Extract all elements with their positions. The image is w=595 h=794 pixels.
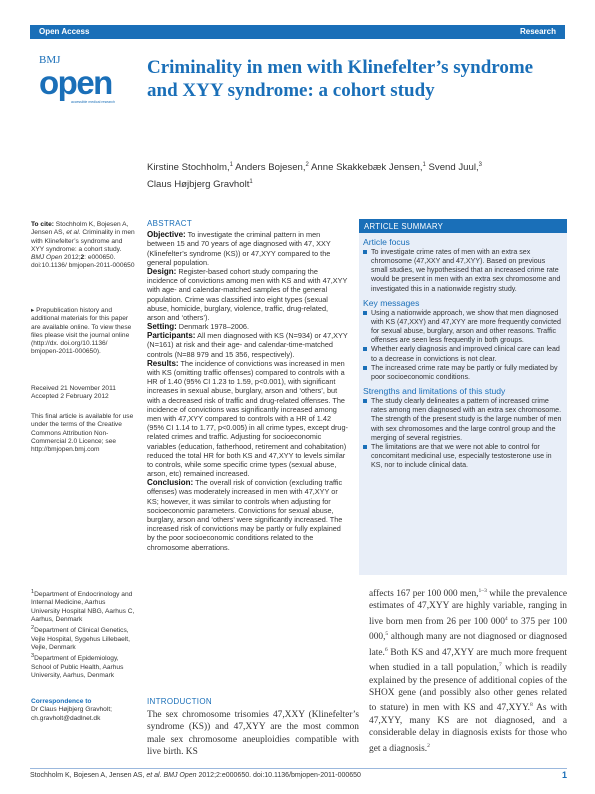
author-name: Kirstine Stochholm,	[147, 162, 230, 174]
body-text-column	[369, 585, 567, 755]
body-text: Both KS and 47,XYY are much more frequent when studied in a tall population,	[369, 647, 567, 674]
correspondence-heading: Correspondence to	[31, 698, 92, 705]
article-focus-heading: Article focus	[363, 237, 410, 247]
body-text: although many are not diagnosed or diagnosed late.	[369, 632, 567, 658]
cite-journal: BMJ Open	[31, 254, 63, 262]
reference-number: 6	[384, 646, 388, 653]
license-note: This final article is available for use under the terms of the Creative Commons Attribution Non-Commercial 2.0 Licence; see http://bmjopen.bmj.com	[31, 413, 134, 454]
reference-number: 4	[504, 615, 508, 622]
article-summary-box	[359, 219, 567, 575]
affiliation-number: 1	[31, 589, 35, 595]
citation-block	[31, 221, 135, 271]
footer-journal: . BMJ Open	[159, 772, 197, 779]
setting-label: Setting:	[147, 322, 177, 332]
cite-label: To cite:	[31, 221, 54, 228]
affiliation-number: 3	[31, 653, 35, 660]
cite-doi: : e000650. doi:10.1136/ bmjopen-2011-000650	[31, 254, 135, 270]
footer-authors: Stochholm K, Bojesen A, Jensen AS,	[30, 772, 147, 779]
author-name: Svend Juul,	[428, 162, 479, 174]
strengths-list	[363, 397, 563, 470]
cite-text: Criminality in men with Klinefelter’s syndrome and XYY syndrome: a cohort study.	[31, 229, 135, 253]
body-text: to 375 per 100 000,	[369, 616, 568, 643]
author-affiliation: 1	[422, 162, 426, 168]
cite-volume: 2	[80, 254, 85, 262]
bmj-open-logo	[39, 54, 139, 112]
page-number: 1	[561, 770, 567, 780]
author-name: Claus Højbjerg Gravholt	[147, 179, 250, 191]
affiliations-block	[31, 588, 135, 681]
correspondence-text: Dr Claus Højbjerg Gravholt; ch.gravholt@dadlnet.dk	[31, 706, 112, 722]
key-messages-list	[363, 309, 563, 382]
results-label: Results:	[147, 358, 179, 368]
received-date: Received 21 November 2011	[31, 385, 116, 392]
affiliation-text: Department of Clinical Genetics, Vejle Hospital, Sygehus Lillebaelt, Vejle, Denmark	[31, 627, 130, 652]
list-item: The increased crime rate may be partly or fully mediated by poor socioeconomic conditions.	[363, 364, 563, 382]
affiliation	[31, 652, 135, 680]
conclusion-text: The overall risk of conviction (excluding traffic offenses) was moderately increased in men with 47,XYY or KS; however, it was similar to controls when adjusting for socioeconomic parameters. Convictions for sexual abuse, burglary, arson and ‘others’ were significantly increased. The increased risk of convictions may be partly or fully explained by the poor socioeconomic conditions related to the chromosome aberrations.	[147, 478, 343, 552]
cite-text: Stochholm K, Bojesen A, Jensen AS,	[31, 221, 129, 237]
reference-number: 1–3	[478, 588, 487, 594]
participants-text: All men diagnosed with KS (N=934) or 47,XYY (N=161) at risk and their age- and calendar-time-matched controls (N=88 979 and 15 356, respectively).	[147, 331, 348, 359]
cite-text: 2012;	[62, 254, 81, 262]
logo-open-text: open	[39, 64, 112, 101]
conclusion-label: Conclusion:	[147, 478, 194, 488]
author-list	[147, 158, 567, 192]
list-item: Using a nationwide approach, we show that men diagnosed with KS (47,XXY) and 47,XYY are more frequently convicted for sexual abuse, burglary, arson and other reasons. Traffic offenses are seen less frequently in both groups.	[363, 309, 563, 346]
reference-number: 2	[427, 742, 430, 749]
abstract-heading: ABSTRACT	[147, 219, 193, 228]
participants-label: Participants:	[147, 331, 196, 341]
reference-number: 5	[385, 631, 389, 638]
design-text: Register-based cohort study comparing the incidence of convictions among men with KS and with 47,XYY with age- and calendar-matched samples of the general population. Crime was classified into eight types (sexual abuse, homicide, burglary, violence, traffic, drug-related, arson and ‘others’).	[147, 266, 348, 322]
cite-etal: et al.	[66, 229, 81, 237]
design-label: Design:	[147, 266, 177, 276]
affiliation	[31, 624, 135, 652]
article-summary-header: ARTICLE SUMMARY	[359, 219, 567, 233]
footer-citation: 2012;2:e000650. doi:10.1136/bmjopen-2011-000650	[196, 772, 361, 779]
strengths-heading: Strengths and limitations of this study	[363, 386, 506, 397]
author-name: Anne Skakkebæk Jensen,	[311, 162, 423, 174]
list-item: To investigate crime rates of men with an extra sex chromosome (47,XXY and 47,XYY). Based on previous small studies, we hypothesised that an increased crime rate would be present in men with an extra sex chromosome and investigated this in a nationwide registry study.	[363, 248, 563, 294]
article-type-label: Research	[519, 27, 556, 36]
logo-tagline: accessible medical research	[71, 100, 115, 104]
prepublication-note: ▸ Prepublication history and additional materials for this paper are available online. To view these files please visit the journal online (http://dx. doi.org/10.1136/ bmjopen-2011-000650).	[31, 307, 132, 356]
logo-bmj-text: BMJ	[39, 54, 61, 66]
author-name: Anders Bojesen,	[235, 162, 306, 174]
introduction-text: The sex chromosome trisomies 47,XXY (Klinefelter’s syndrome (KS)) and 47,XYY are the most common male sex chromosome aneuploidies compatible with live birth. KS	[147, 710, 359, 758]
correspondence-block	[31, 698, 135, 723]
objective-text: To investigate the criminal pattern in men between 15 and 70 years of age diagnosed with 47, XXY (Klinefelter’s syndrome (KS)) or 47,XYY compared to the general population.	[147, 230, 331, 267]
affiliation-text: Department of Epidemiology, School of Public Health, Aarhus University, Aarhus, Denmark	[31, 655, 124, 680]
affiliation	[31, 588, 135, 624]
affiliation-text: Department of Endocrinology and Internal Medicine, Aarhus University Hospital NBG, Aarhus C, Aarhus, Denmark	[31, 591, 135, 624]
article-focus-list	[363, 248, 563, 294]
author-affiliation: 1	[229, 162, 233, 168]
author-affiliation: 2	[305, 162, 309, 168]
reference-number: 8	[529, 702, 533, 709]
body-text: while the prevalence estimates of 47,XYY are highly variable, ranging in live born men from 26 per 100 000	[369, 589, 567, 627]
setting-text: Denmark 1978–2006.	[176, 322, 249, 332]
list-item: The limitations are that we were not able to control for concomitant medicinal use, especially testosterone use in KS, nor to include clinical data.	[363, 443, 563, 470]
body-text: As with 47,XYY, many KS are not diagnosed, and a considerable delay in diagnosis exists for those who get a diagnosis.	[369, 703, 568, 754]
dates-block	[31, 385, 135, 402]
objective-label: Objective:	[147, 230, 186, 240]
body-text: affects 167 per 100 000 men,	[369, 589, 479, 600]
key-messages-heading: Key messages	[363, 297, 420, 308]
affiliation-number: 2	[31, 625, 35, 632]
results-text: The incidence of convictions was increased in men with KS (omitting traffic offenses) compared to controls with a HR of 1.40 (95% CI 1.23 to 1.59, p<0.001), with significant increases in sexual abuse, burglary, arson and ‘others’, but with a decreased risk of traffic and drug-related offenses. The incidence of convictions was significantly increased among men with 47,XYY compared to controls with a HR of 1.42 (95% CI 1.14 to 1.77, p<0.005) in all crime types, except drug-related crimes and traffic. Adjusting for socioeconomic variables (education, fatherhood, retirement and cohabitation) reduced the total HR for both KS and 47,XYY to levels similar to controls, while some specific crime types (sexual abuse, arson, etc) remained increased.	[147, 358, 348, 479]
author-affiliation: 3	[478, 162, 482, 168]
list-item: The study clearly delineates a pattern of increased crime rates among men diagnosed with an extra sex chromosome. The strength of the present study is the large number of men with sex chromosomes and the large control group and the merging of several registries.	[363, 397, 563, 443]
accepted-date: Accepted 2 February 2012	[31, 393, 109, 401]
author-affiliation: 1	[249, 179, 253, 186]
list-item: Whether early diagnosis and improved clinical care can lead to a decrease in convictions is not clear.	[363, 345, 563, 363]
open-access-label: Open Access	[39, 27, 90, 36]
journal-header-bar	[30, 25, 565, 39]
article-title: Criminality in men with Klinefelter’s syndrome and XYY syndrome: a cohort study	[147, 57, 534, 101]
footer-etal: et al	[146, 772, 160, 779]
reference-number: 7	[498, 662, 502, 669]
footer-divider	[30, 768, 567, 769]
page-footer	[30, 772, 361, 779]
body-text: which is readily explained by the presence of additional copies of the SHOX gene (and possibly also other genes related to stature) in men with KS and 47,XYY.	[369, 663, 567, 714]
abstract	[147, 219, 348, 552]
introduction-heading: INTRODUCTION	[147, 697, 212, 706]
